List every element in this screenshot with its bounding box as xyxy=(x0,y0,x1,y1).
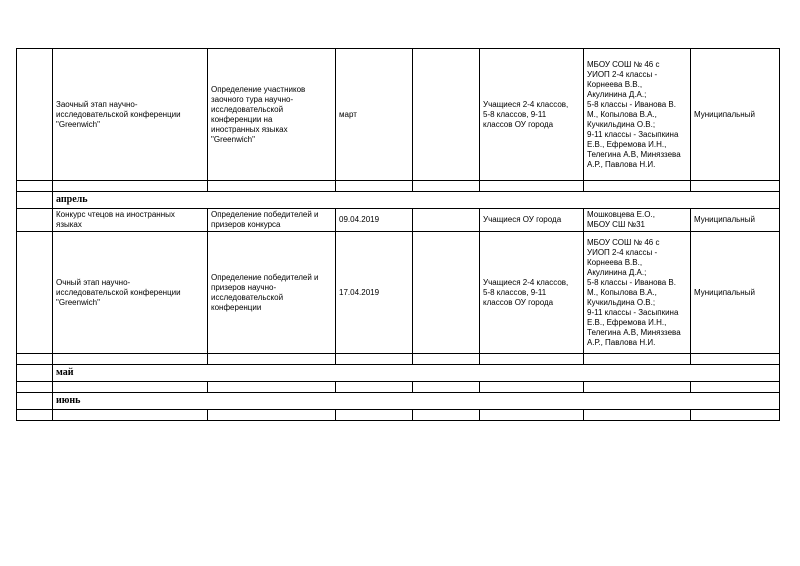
month-label: апрель xyxy=(53,192,780,209)
number-cell xyxy=(17,209,53,232)
month-row-june xyxy=(17,393,780,410)
event-date: 09.04.2019 xyxy=(336,209,413,232)
event-goal: Определение победителей и призеров научно- исследовательской конференции xyxy=(208,232,336,354)
event-responsible: МБОУ СОШ № 46 с УИОП 2-4 классы - Корнеева В.В., Акулинина Д.А.; 5-8 классы - Иванова В. М., Копылова В.А., Кучкильдина О.В.; 9-11 классы - Засыпкина Е.В., Ефремова И.Н., Телегина А.В, Миняззева А.Р., Павлова Н.И. xyxy=(584,232,691,354)
event-name: Заочный этап научно- исследовательской конференции "Greenwich" xyxy=(53,49,208,181)
table-row xyxy=(17,209,780,232)
empty-row xyxy=(17,354,780,365)
event-level: Муниципальный xyxy=(691,49,780,181)
empty-row xyxy=(17,410,780,421)
event-goal: Определение победителей и призеров конкурса xyxy=(208,209,336,232)
event-participants: Учащиеся 2-4 классов, 5-8 классов, 9-11 классов ОУ города xyxy=(480,49,584,181)
event-date: 17.04.2019 xyxy=(336,232,413,354)
event-responsible: МБОУ СОШ № 46 с УИОП 2-4 классы - Корнеева В.В., Акулинина Д.А.; 5-8 классы - Иванова В. М., Копылова В.А., Кучкильдина О.В.; 9-11 классы - Засыпкина Е.В., Ефремова И.Н., Телегина А.В, Миняззева А.Р., Павлова Н.И. xyxy=(584,49,691,181)
number-cell xyxy=(17,232,53,354)
table-row xyxy=(17,49,780,181)
event-participants: Учащиеся ОУ города xyxy=(480,209,584,232)
event-responsible: Мошковцева Е.О., МБОУ СШ №31 xyxy=(584,209,691,232)
empty-row xyxy=(17,382,780,393)
empty-cell xyxy=(413,49,480,181)
empty-cell xyxy=(413,232,480,354)
month-row-may xyxy=(17,365,780,382)
event-name: Очный этап научно- исследовательской конференции "Greenwich" xyxy=(53,232,208,354)
event-name: Конкурс чтецов на иностранных языках xyxy=(53,209,208,232)
empty-cell xyxy=(413,209,480,232)
month-label: май xyxy=(53,365,780,382)
event-participants: Учащиеся 2-4 классов, 5-8 классов, 9-11 классов ОУ города xyxy=(480,232,584,354)
events-table xyxy=(16,48,780,421)
event-goal: Определение участников заочного тура научно- исследовательской конференции на иностранных языках "Greenwich" xyxy=(208,49,336,181)
number-cell xyxy=(17,49,53,181)
month-label: июнь xyxy=(53,393,780,410)
table-row xyxy=(17,232,780,354)
event-date: март xyxy=(336,49,413,181)
event-level: Муниципальный xyxy=(691,232,780,354)
month-row-april xyxy=(17,192,780,209)
event-level: Муниципальный xyxy=(691,209,780,232)
empty-row xyxy=(17,181,780,192)
